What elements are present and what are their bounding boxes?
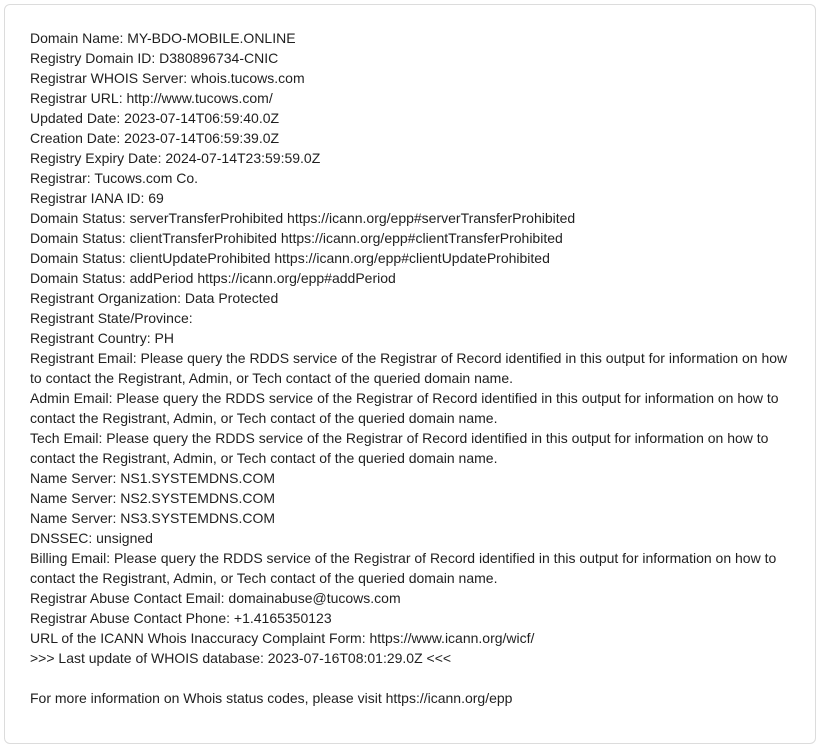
whois-line-registrar-whois-server: Registrar WHOIS Server: whois.tucows.com [30,70,305,86]
whois-line-abuse-phone: Registrar Abuse Contact Phone: +1.4165350123 [30,610,332,626]
whois-line-billing-email: Billing Email: Please query the RDDS service of the Registrar of Record identified in this output for information on how to contact the Registrant, Admin, or Tech contact of the queried domain name. [30,550,777,586]
whois-result-card [4,4,816,744]
whois-line-registrant-country: Registrant Country: PH [30,330,174,346]
whois-line-registrant-email: Registrant Email: Please query the RDDS service of the Registrar of Record identified in this output for information on how to contact the Registrant, Admin, or Tech contact of the queried domain name. [30,350,788,386]
whois-record [30,28,800,708]
whois-line-domain-status-server-transfer: Domain Status: serverTransferProhibited https://icann.org/epp#serverTransferProhibited [30,210,576,226]
whois-line-registrant-organization: Registrant Organization: Data Protected [30,290,279,306]
whois-line-admin-email: Admin Email: Please query the RDDS service of the Registrar of Record identified in this output for information on how to contact the Registrant, Admin, or Tech contact of the queried domain name. [30,390,779,426]
whois-line-domain-status-add-period: Domain Status: addPeriod https://icann.org/epp#addPeriod [30,270,396,286]
whois-line-registry-domain-id: Registry Domain ID: D380896734-CNIC [30,50,279,66]
whois-line-tech-email: Tech Email: Please query the RDDS service of the Registrar of Record identified in this output for information on how to contact the Registrant, Admin, or Tech contact of the queried domain name. [30,430,769,466]
whois-line-abuse-email: Registrar Abuse Contact Email: domainabuse@tucows.com [30,590,401,606]
whois-line-domain-status-client-update: Domain Status: clientUpdateProhibited https://icann.org/epp#clientUpdateProhibited [30,250,550,266]
whois-line-domain-name: Domain Name: MY-BDO-MOBILE.ONLINE [30,30,296,46]
whois-line-name-server-3: Name Server: NS3.SYSTEMDNS.COM [30,510,276,526]
whois-line-updated-date: Updated Date: 2023-07-14T06:59:40.0Z [30,110,280,126]
whois-line-registrar-iana-id: Registrar IANA ID: 69 [30,190,164,206]
whois-line-dnssec: DNSSEC: unsigned [30,530,153,546]
whois-line-domain-status-client-transfer: Domain Status: clientTransferProhibited https://icann.org/epp#clientTransferProhibited [30,230,563,246]
whois-line-icann-complaint-form: URL of the ICANN Whois Inaccuracy Complaint Form: https://www.icann.org/wicf/ [30,630,535,646]
whois-line-registrar-url: Registrar URL: http://www.tucows.com/ [30,90,273,106]
whois-line-registrar: Registrar: Tucows.com Co. [30,170,199,186]
whois-line-last-update: >>> Last update of WHOIS database: 2023-07-16T08:01:29.0Z <<< [30,650,452,666]
whois-line-name-server-2: Name Server: NS2.SYSTEMDNS.COM [30,490,276,506]
whois-footer-note: For more information on Whois status codes, please visit https://icann.org/epp [30,690,513,706]
whois-line-registrant-state: Registrant State/Province: [30,310,193,326]
whois-line-registry-expiry-date: Registry Expiry Date: 2024-07-14T23:59:59.0Z [30,150,321,166]
blank-line [30,668,800,688]
whois-line-creation-date: Creation Date: 2023-07-14T06:59:39.0Z [30,130,280,146]
whois-line-name-server-1: Name Server: NS1.SYSTEMDNS.COM [30,470,276,486]
